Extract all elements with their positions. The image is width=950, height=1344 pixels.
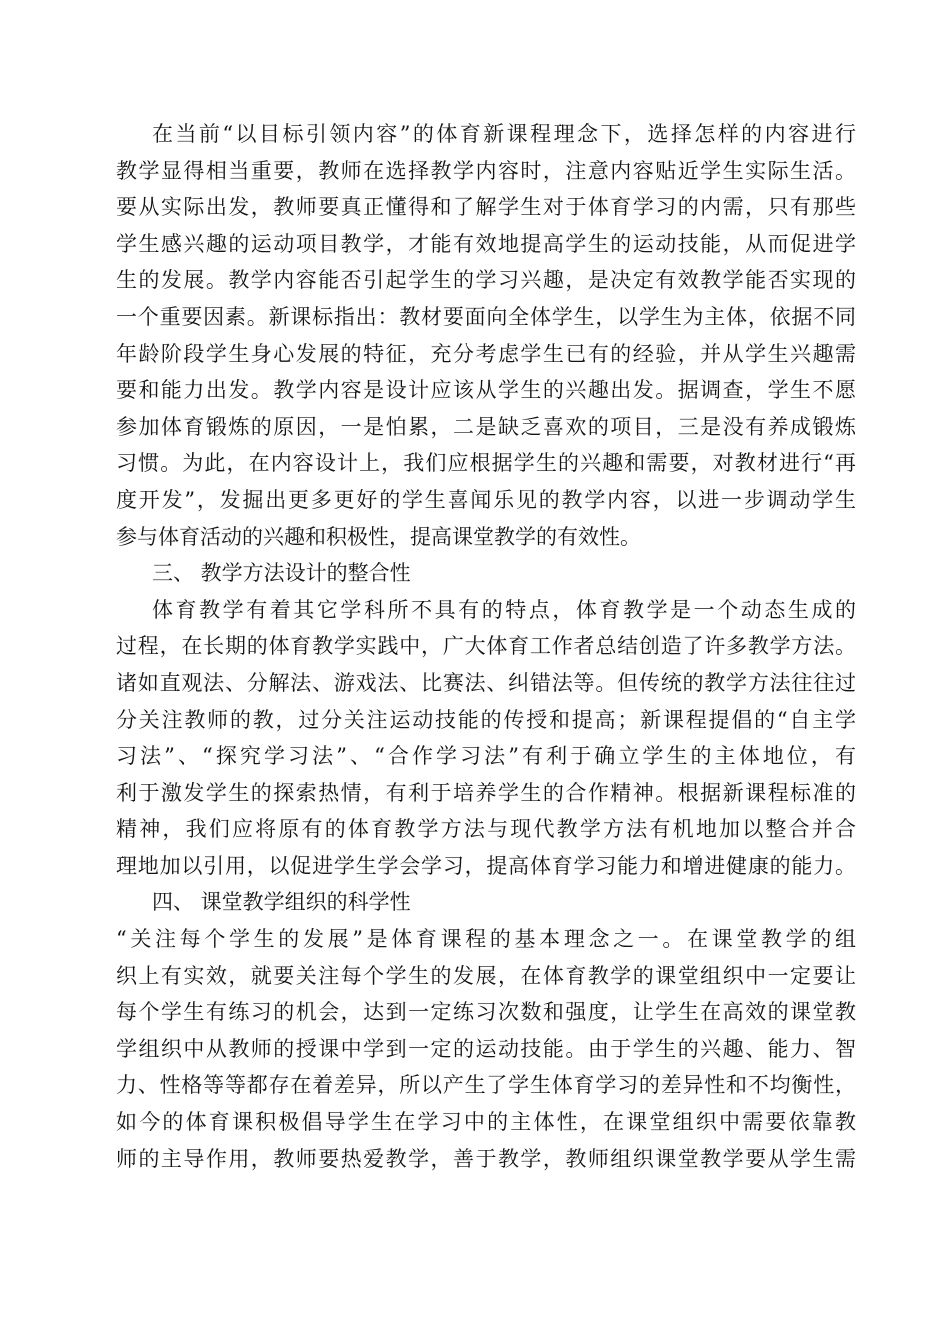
paragraph-line: 精神，我们应将原有的体育教学方法与现代教学方法有机地加以整合并合: [116, 817, 856, 842]
paragraph-line: 要和能力出发。教学内容是设计应该从学生的兴趣出发。据调查，学生不愿: [116, 378, 856, 403]
paragraph-line: 织上有实效，就要关注每个学生的发展，在体育教学的课堂组织中一定要让: [116, 963, 856, 988]
paragraph-line: 参与体育活动的兴趣和积极性，提高课堂教学的有效性。: [116, 524, 641, 549]
paragraph-line: 体育教学有着其它学科所不具有的特点，体育教学是一个动态生成的: [152, 597, 856, 622]
paragraph-line: 师的主导作用，教师要热爱教学，善于教学，教师组织课堂教学要从学生需: [116, 1146, 856, 1171]
paragraph-line: 习惯。为此，在内容设计上，我们应根据学生的兴趣和需要，对教材进行“再: [116, 451, 856, 476]
paragraph-line: 过程，在长期的体育教学实践中，广大体育工作者总结创造了许多教学方法。: [116, 634, 856, 659]
paragraph-line: 学生感兴趣的运动项目教学，才能有效地提高学生的运动技能，从而促进学: [116, 231, 856, 256]
paragraph-line: 分关注教师的教，过分关注运动技能的传授和提高；新课程提倡的“自主学: [116, 707, 856, 732]
paragraph-line: 如今的体育课积极倡导学生在学习中的主体性，在课堂组织中需要依靠教: [116, 1110, 856, 1135]
paragraph-line: 教学显得相当重要，教师在选择教学内容时，注意内容贴近学生实际生活。: [116, 158, 856, 183]
paragraph-line: 年龄阶段学生身心发展的特征，充分考虑学生已有的经验，并从学生兴趣需: [116, 341, 856, 366]
section-heading: 三、 教学方法设计的整合性: [152, 561, 411, 586]
paragraph-line: 参加体育锻炼的原因，一是怕累，二是缺乏喜欢的项目，三是没有养成锻炼: [116, 414, 856, 439]
paragraph-line: 利于激发学生的探索热情，有利于培养学生的合作精神。根据新课程标准的: [116, 780, 856, 805]
paragraph-line: 要从实际出发，教师要真正懂得和了解学生对于体育学习的内需，只有那些: [116, 195, 856, 220]
paragraph-line: 学组织中从教师的授课中学到一定的运动技能。由于学生的兴趣、能力、智: [116, 1036, 856, 1061]
paragraph-line: 习法”、“探究学习法”、“合作学习法”有利于确立学生的主体地位，有: [116, 744, 856, 769]
paragraph-line: 诸如直观法、分解法、游戏法、比赛法、纠错法等。但传统的教学方法往往过: [116, 670, 856, 695]
paragraph-line: 在当前“以目标引领内容”的体育新课程理念下，选择怎样的内容进行: [152, 122, 856, 146]
paragraph-line: “关注每个学生的发展”是体育课程的基本理念之一。在课堂教学的组: [116, 927, 856, 952]
body-text: [116, 116, 856, 1177]
paragraph-line: 每个学生有练习的机会，达到一定练习次数和强度，让学生在高效的课堂教: [116, 1000, 856, 1025]
paragraph-line: 生的发展。教学内容能否引起学生的学习兴趣，是决定有效教学能否实现的: [116, 268, 856, 293]
paragraph-line: 力、性格等等都存在着差异，所以产生了学生体育学习的差异性和不均衡性，: [116, 1073, 856, 1098]
paragraph-line: 理地加以引用，以促进学生学会学习，提高体育学习能力和增进健康的能力。: [116, 853, 856, 878]
paragraph-line: 度开发”，发掘出更多更好的学生喜闻乐见的教学内容，以进一步调动学生: [116, 487, 856, 512]
section-heading: 四、 课堂教学组织的科学性: [152, 890, 411, 915]
paragraph-line: 一个重要因素。新课标指出：教材要面向全体学生，以学生为主体，依据不同: [116, 304, 856, 329]
